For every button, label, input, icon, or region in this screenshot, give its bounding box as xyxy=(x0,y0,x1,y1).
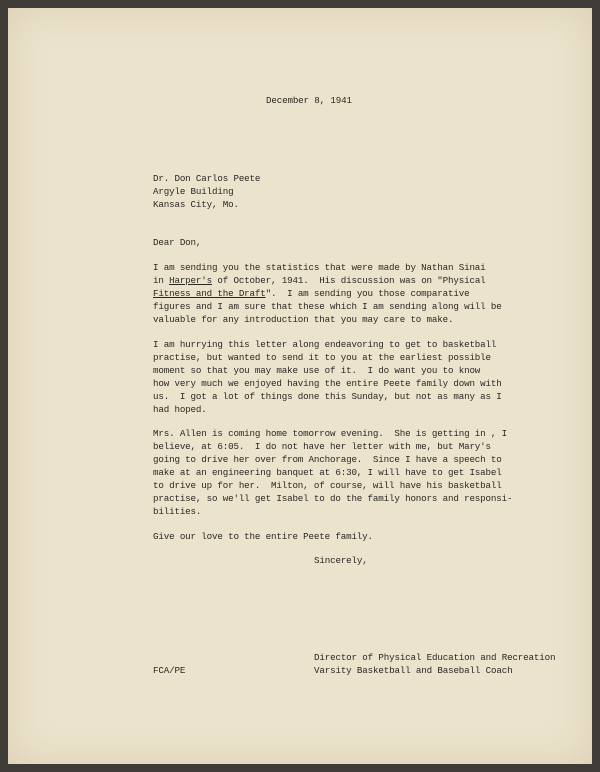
paragraph-line: believe, at 6:05. I do not have her letter with me, but Mary's xyxy=(153,441,491,452)
paragraph-line: bilities. xyxy=(153,506,202,517)
paragraph-line: going to drive her over from Anchorage. Since I have a speech to xyxy=(153,454,502,465)
text-run: of October, 1941. His discussion was on "Physical xyxy=(212,275,486,286)
paragraph-line: moment so that you may make use of it. I do want you to know xyxy=(153,365,481,376)
paragraph-line: how very much we enjoyed having the entire Peete family down with xyxy=(153,378,502,389)
magazine-title: Harper's xyxy=(169,275,213,286)
salutation: Dear Don, xyxy=(153,237,202,248)
paragraph-line: make at an engineering banquet at 6:30, I will have to get Isabel xyxy=(153,467,502,478)
closing: Sincerely, xyxy=(314,555,368,566)
recipient-building: Argyle Building xyxy=(153,186,234,197)
paragraph-line: I am sending you the statistics that were made by Nathan Sinai xyxy=(153,262,486,273)
article-title: Fitness and the Draft xyxy=(153,288,266,299)
signature-title-line: Director of Physical Education and Recreation xyxy=(314,652,556,663)
recipient-name: Dr. Don Carlos Peete xyxy=(153,173,261,184)
reference-initials: FCA/PE xyxy=(153,665,186,676)
paragraph-line: Mrs. Allen is coming home tomorrow evening. She is getting in , I xyxy=(153,428,507,439)
signature-title-line: Varsity Basketball and Baseball Coach xyxy=(314,665,513,676)
paragraph-4: Give our love to the entire Peete family. xyxy=(153,531,373,542)
paragraph-line: practise, but wanted to send it to you at the earliest possible xyxy=(153,352,491,363)
paragraph-line: us. I got a lot of things done this Sunday, but not as many as I xyxy=(153,391,502,402)
paragraph-line: figures and I am sure that these which I am sending along will be xyxy=(153,301,502,312)
paragraph-line xyxy=(153,275,486,288)
text-run: in xyxy=(153,275,170,286)
paragraph-line: to drive up for her. Milton, of course, will have his basketball xyxy=(153,480,502,491)
text-run: ". I am sending you those comparative xyxy=(265,288,470,299)
letter-date: December 8, 1941 xyxy=(266,95,352,106)
paragraph-line: valuable for any introduction that you may care to make. xyxy=(153,314,454,325)
paragraph-line: practise, so we'll get Isabel to do the family honors and responsi- xyxy=(153,493,513,504)
paragraph-line: I am hurrying this letter along endeavoring to get to basketball xyxy=(153,339,497,350)
paragraph-line xyxy=(153,288,469,301)
recipient-city: Kansas City, Mo. xyxy=(153,199,239,210)
paragraph-line: had hoped. xyxy=(153,404,207,415)
letter-page xyxy=(8,8,592,764)
